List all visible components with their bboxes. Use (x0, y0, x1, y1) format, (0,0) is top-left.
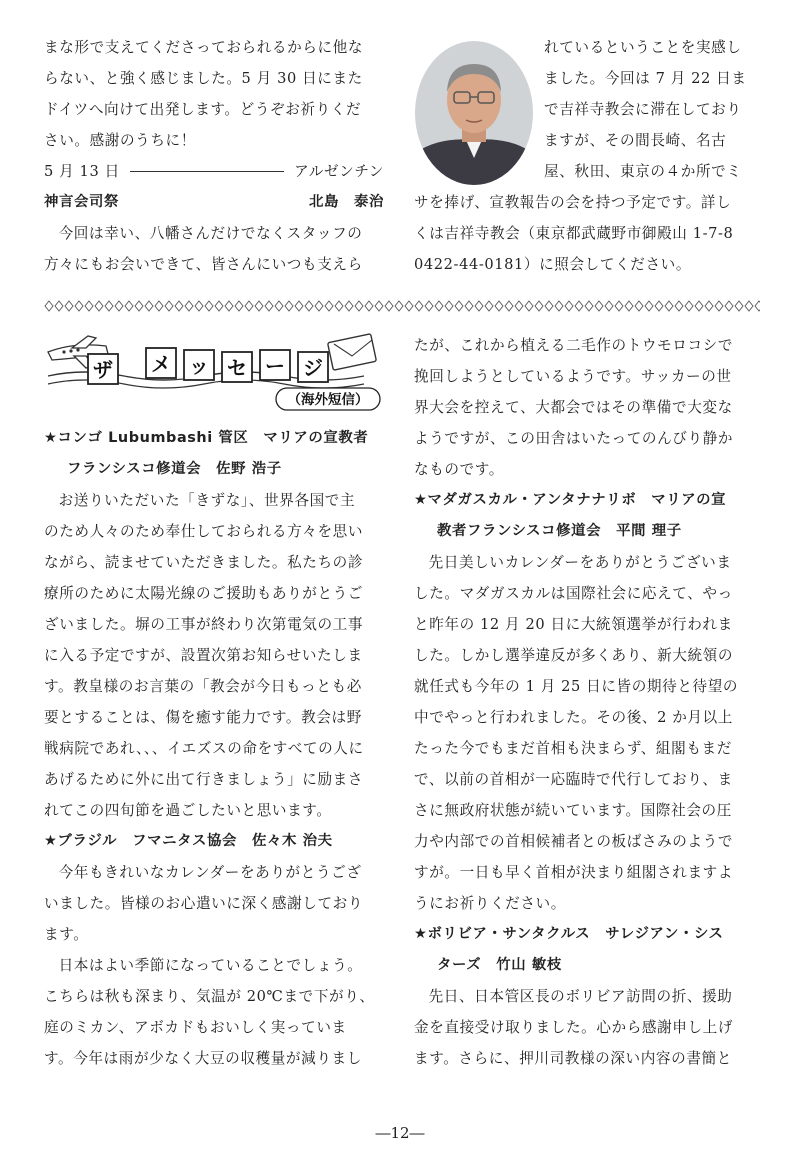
text-line: たった今でもまだ首相も決まらず、組閣もまだ (414, 740, 732, 757)
text-line: 庭のミカン、アボカドもおいしく実っていま (44, 1019, 347, 1036)
text-line: 界大会を控えて、大都会ではその準備で大変な (414, 399, 733, 416)
para1-line: らない、と強く感じました。5 月 30 日にまた (44, 70, 363, 87)
text-line: サを捧げ、宣教報告の会を持つ予定です。詳し (414, 194, 732, 211)
letter-date: 5 月 13 日 (44, 163, 120, 180)
text-line: 挽回しようとしているようです。サッカーの世 (414, 368, 732, 385)
para1-line: ドイツへ向けて出発します。どうぞお祈りくだ (44, 101, 362, 118)
text-line: 療所のために太陽光線のご援助もありがとうご (44, 585, 364, 602)
text-line: ますが、その間長崎、名古 (544, 132, 727, 149)
text-line: す。今年は雨が少なく大豆の収穫量が減りまし (44, 1050, 362, 1067)
text-line: 就任式も今年の 1 月 25 日に皆の期待と待望の (414, 678, 739, 695)
text-line: いました。皆様のお心遣いに深く感謝しており (44, 895, 364, 912)
banner-char: ザ (93, 358, 113, 382)
left-column (44, 423, 388, 1074)
text-line: さに無政府状態が続いています。国際社会の圧 (414, 802, 732, 819)
author-org: 神言会司祭 (44, 194, 119, 210)
text-line: なものです。 (414, 461, 504, 478)
text-line: で、以前の首相が一応臨時で代行しており、ま (414, 771, 733, 788)
text-line: に入る予定ですが、設置次第お知らせいたしま (44, 647, 363, 664)
section-heading: ★マダガスカル・アンタナナリボ マリアの宣 (414, 492, 727, 508)
text-line: ました。今回は 7 月 22 日ま (544, 70, 747, 87)
text-line: した。しかし選挙違反が多くあり、新大統領の (414, 647, 734, 664)
text-line: 中でやっと行われました。その後、2 か月以上 (414, 709, 734, 726)
banner-char: セ (227, 356, 247, 380)
text-line: くは吉祥寺教会（東京都武蔵野市御殿山 1-7-8 (414, 225, 734, 242)
text-line: 金を直接受け取りました。心から感謝申し上げ (414, 1019, 734, 1036)
text-line: 0422-44-0181）に照会してください。 (414, 256, 692, 273)
text-line: こちらは秋も深まり、気温が 20℃まで下がり、 (44, 988, 375, 1005)
text-line: 力や内部での首相候補者との板ばさみのようで (414, 833, 734, 850)
text-line: たが、これから植える二毛作のトウモロコシで (414, 337, 734, 354)
banner-subtitle: （海外短信） (287, 392, 369, 408)
banner-char: メ (151, 352, 171, 376)
section-heading: ★ボリビア・サンタクルス サレジアン・シス (414, 926, 724, 942)
para1-line: さい。感謝のうちに！ (44, 132, 196, 149)
para1-line: まな形で支えてくださっておられるからに他な (44, 39, 364, 56)
text-line: あげるために外に出て行きましょう」に励まさ (44, 771, 364, 788)
text-line: 日本はよい季節になっていることでしょう。 (58, 957, 363, 974)
banner-char: ー (265, 354, 285, 378)
message-banner (44, 330, 384, 412)
text-line: 屋、秋田、東京の４か所でミ (544, 163, 742, 180)
text-line: す。教皇様のお言葉の「教会が今日もっとも必 (44, 678, 362, 695)
text-line: うにお祈りください。 (414, 895, 566, 912)
top-right-column (414, 32, 756, 280)
text-line: 要とすることは、傷を癒す能力です。教会は野 (44, 709, 362, 726)
text-line: 先日、日本管区長のボリビア訪問の折、援助 (428, 988, 733, 1005)
letter-country: アルゼンチン (294, 163, 384, 180)
text-line: お送りいただいた「きずな」、世界各国で主 (58, 492, 356, 509)
text-line: 戦病院であれ、、、イエズスの命をすべての人に (44, 740, 364, 757)
text-line: で吉祥寺教会に滞在しており (544, 101, 742, 118)
date-rule (130, 171, 284, 172)
signature-row (44, 187, 384, 218)
right-column (414, 330, 758, 1074)
text-line: ながら、読ませていただきました。私たちの診 (44, 554, 364, 571)
text-line: れているということを実感し (544, 39, 742, 56)
para2-line: 今回は幸い、八幡さんだけでなくスタッフの (58, 225, 363, 242)
text-line: 先日美しいカレンダーをありがとうございま (428, 554, 732, 571)
section-heading: フランシスコ修道会 佐野 浩子 (67, 461, 282, 477)
text-line: すが。一日も早く首相が決まり組閣されますよ (414, 864, 734, 881)
text-line: ざいました。塀の工事が終わり次第電気の工事 (44, 616, 364, 633)
banner-char: ッ (189, 354, 209, 378)
section-heading: 教者フランシスコ修道会 平間 理子 (437, 523, 682, 539)
author-name: 北島 泰治 (309, 194, 384, 210)
section-heading: ターズ 竹山 敏枝 (437, 957, 562, 973)
text-line: と昨年の 12 月 20 日に大統領選挙が行われま (414, 616, 733, 633)
section-heading: ★ブラジル フマニタス協会 佐々木 治夫 (44, 833, 333, 849)
diamond-divider (44, 300, 760, 312)
dateline (44, 156, 384, 187)
para2-line: 方々にもお会いできて、皆さんにいつも支えら (44, 256, 363, 273)
text-line: ます。さらに、押川司教様の深い内容の書簡と (414, 1050, 732, 1067)
text-line: れてこの四旬節を過ごしたいと思います。 (44, 802, 332, 819)
text-line: 今年もきれいなカレンダーをありがとうござ (58, 864, 362, 881)
section-heading: ★コンゴ Lubumbashi 管区 マリアの宣教者 (44, 430, 369, 446)
envelope-icon (328, 334, 377, 371)
page-number: ―12― (375, 1124, 425, 1142)
text-line: のため人々のため奉仕しておられる方々を思い (44, 523, 364, 540)
top-left-column (44, 32, 384, 280)
banner-char: ジ (303, 356, 323, 380)
text-line: ます。 (44, 926, 89, 943)
text-line: した。マダガスカルは国際社会に応えて、やっ (414, 585, 733, 602)
text-line: ようですが、この田舎はいたってのんびり静か (414, 430, 734, 447)
